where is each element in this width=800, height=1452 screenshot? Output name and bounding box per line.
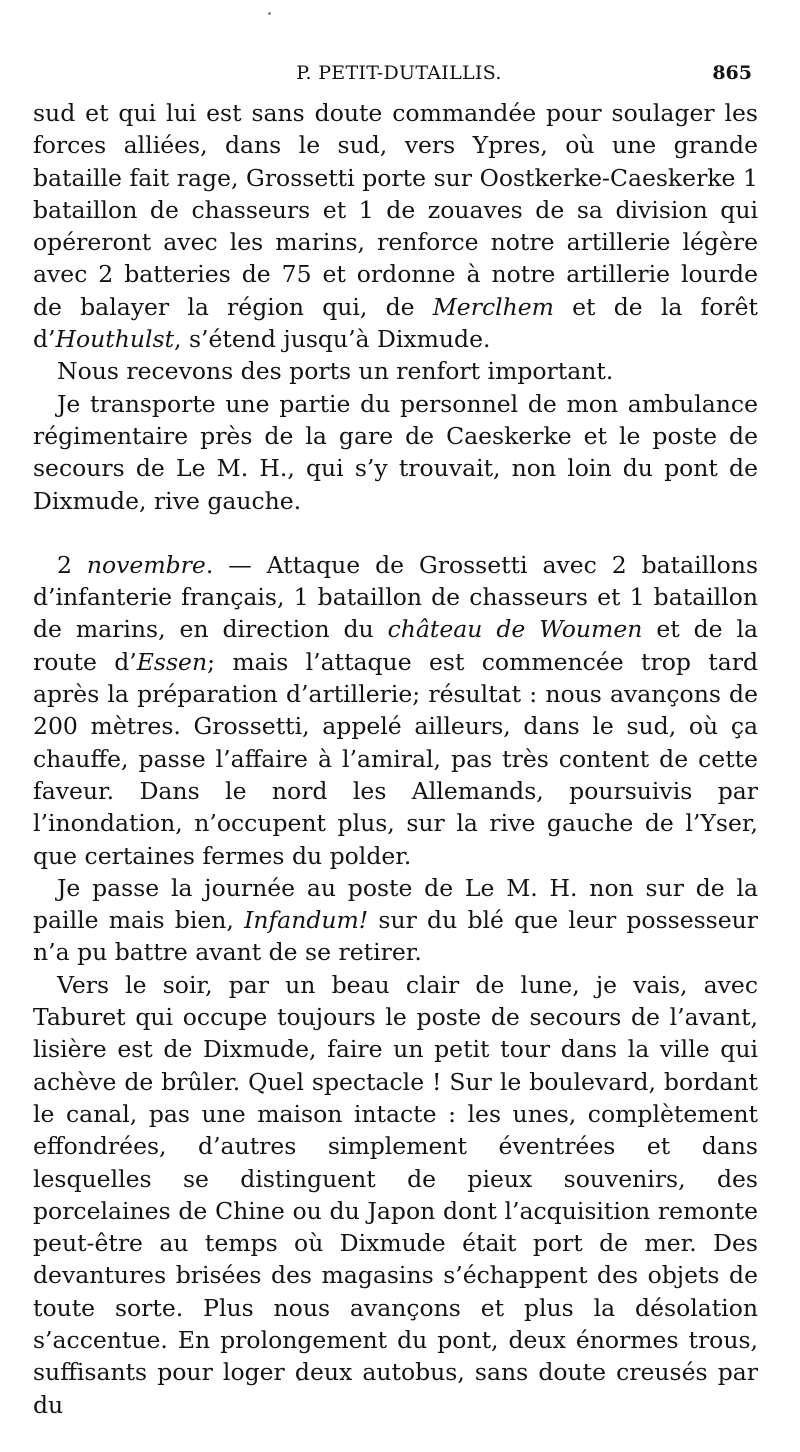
body-text xyxy=(33,97,758,1421)
page-number: 865 xyxy=(712,62,752,84)
text-run: Je transporte une partie du personnel de mon ambulance régimentaire près de la gare de Caeskerke et le poste de secours de Le M. H., qui s’y trouvait, non loin du pont de Dixmude, rive gauche. xyxy=(33,389,758,515)
text-run: Je passe la journée au poste de Le M. H. non sur de la paille mais bien, xyxy=(33,873,758,935)
running-title: P. PETIT-DUTAILLIS. xyxy=(296,62,502,84)
paragraph xyxy=(33,872,758,969)
italic-text: château de Woumen xyxy=(387,615,643,644)
text-run: Vers le soir, par un beau clair de lune, je vais, avec Taburet qui occupe toujours le poste de secours de l’avant, lisière est de Dixmude, faire un petit tour dans la ville qui achève de brûler. Quel spectacle ! Sur le boulevard, bordant le canal, pas une maison intacte : les unes, complètement effondrées, d’autres simplement éventrées et dans lesquelles se distinguent de pieux souvenirs, des porcelaines de Chine ou du Japon dont l’acquisition remonte peut-être au temps où Dixmude était port de mer. Des devantures brisées des magasins s’échappent des objets de toute sorte. Plus nous avançons et plus la désolation s’accentue. En prolongement du pont, deux énormes trous, suffisants pour loger deux autobus, sans doute creusés par du xyxy=(33,970,758,1419)
text-run: sud et qui lui est sans doute commandée pour soulager les forces alliées, dans le sud, vers Ypres, où une grande bataille fait rage, Grossetti porte sur Oostkerke-Caeskerke 1 bataillon de chasseurs et 1 de zouaves de sa division qui opéreront avec les marins, renforce notre artillerie légère avec 2 batteries de 75 et ordonne à notre artillerie lourde de balayer la région qui, de xyxy=(33,99,758,321)
text-run: . — Attaque de Grossetti avec 2 bataillons d’infanterie français, 1 bataillon de chasseurs et 1 bataillon de marins, en direction du xyxy=(33,550,758,644)
paragraph xyxy=(33,549,758,872)
text-run: , s’étend jusqu’à Dixmude. xyxy=(174,325,491,354)
italic-text: novembre xyxy=(86,550,206,579)
paragraph xyxy=(33,388,758,517)
text-run: et de la route d’ xyxy=(33,615,758,676)
text-run: Nous recevons des ports un renfort important. xyxy=(57,357,614,386)
paragraph xyxy=(33,969,758,1421)
text-run: ; mais l’attaque est commencée trop tard après la préparation d’artillerie; résultat : nous avançons de 200 mètres. Grossetti, appelé ailleurs, dans le sud, où ça chauffe, passe l’affaire à l’amiral, pas très content de cette faveur. Dans le nord les Allemands, poursuivis par l’inondation, n’occupent plus, sur la rive gauche de l’Yser, que certaines fermes du polder. xyxy=(33,647,758,870)
scan-speck xyxy=(268,12,271,15)
text-run: et de la forêt d’ xyxy=(33,292,758,354)
paragraph xyxy=(33,97,758,355)
text-run: 2 xyxy=(57,550,87,579)
running-head xyxy=(38,60,760,90)
text-run: sur du blé que leur possesseur n’a pu battre avant de se retirer. xyxy=(33,906,758,967)
italic-text: Merclhem xyxy=(432,292,554,321)
italic-text: Houthulst xyxy=(55,325,175,354)
paragraph xyxy=(33,355,758,387)
italic-text: Infandum! xyxy=(244,906,369,935)
italic-text: Essen xyxy=(136,647,208,676)
